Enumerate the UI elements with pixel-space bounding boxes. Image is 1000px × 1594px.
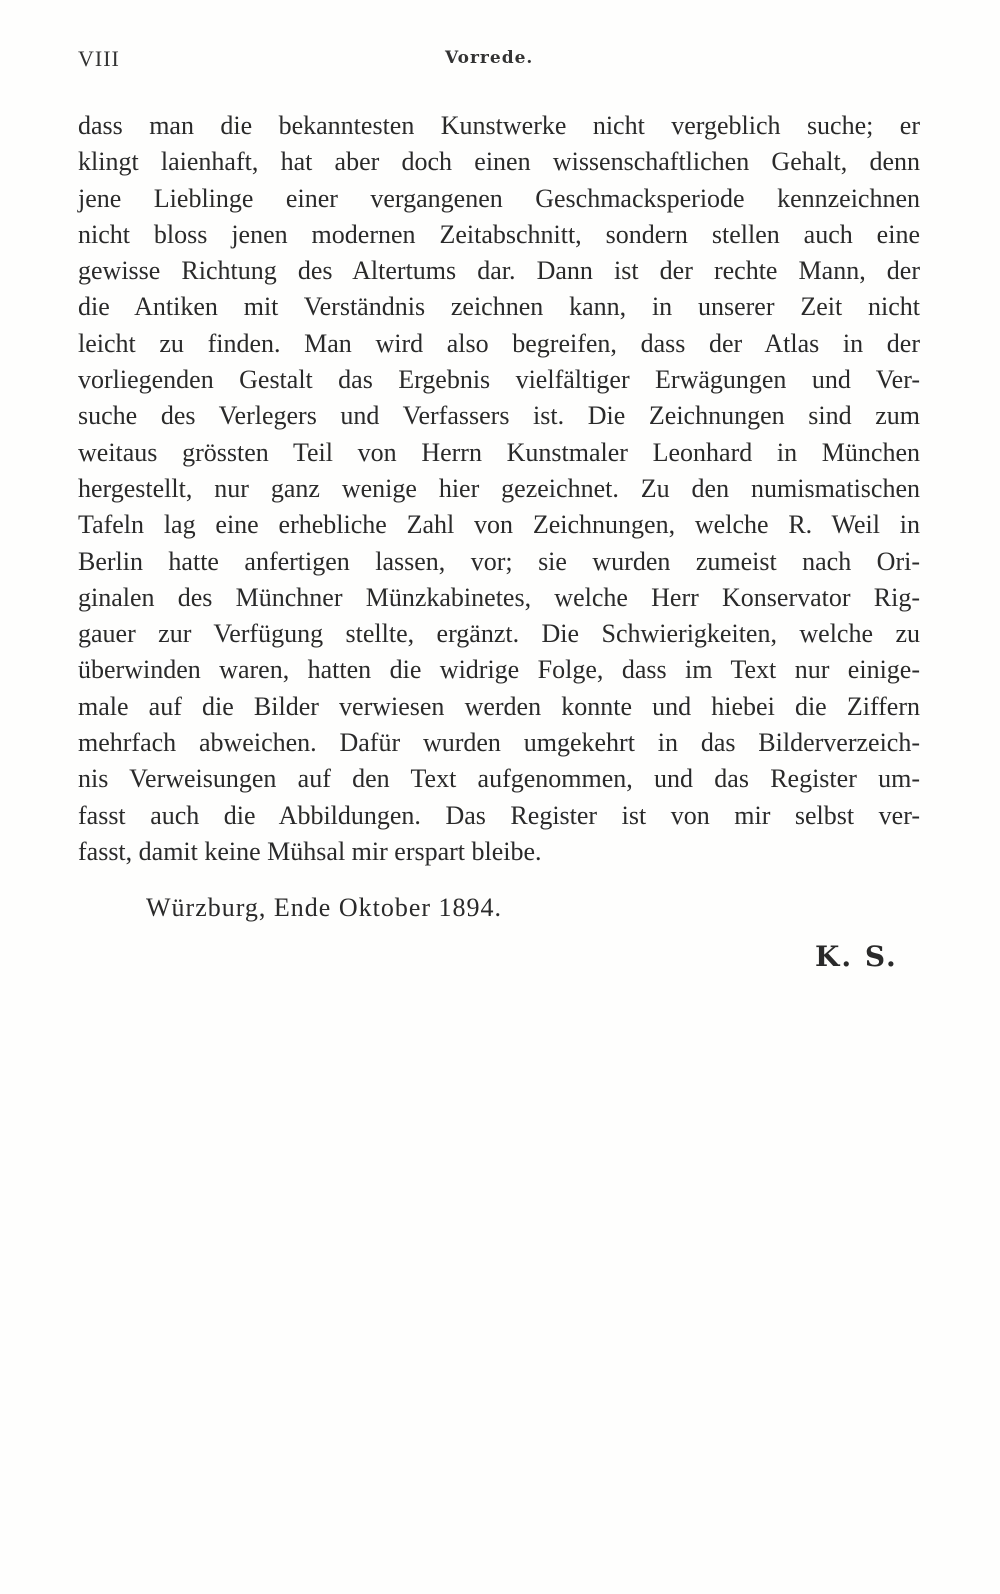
- text-line: weitaus grössten Teil von Herrn Kunstmaler Leonhard in München: [78, 437, 920, 467]
- text-line: jene Lieblinge einer vergangenen Geschmacksperiode kennzeichnen: [78, 183, 920, 213]
- text-line: klingt laienhaft, hat aber doch einen wissenschaftlichen Gehalt, denn: [78, 147, 920, 177]
- text-line: gauer zur Verfügung stellte, ergänzt. Die Schwierigkeiten, welche zu: [78, 619, 920, 649]
- text-line: hergestellt, nur ganz wenige hier gezeichnet. Zu den numismatischen: [78, 473, 920, 503]
- dateline: Würzburg, Ende Oktober 1894.: [146, 893, 503, 922]
- text-line: suche des Verlegers und Verfassers ist. Die Zeichnungen sind zum: [78, 401, 920, 431]
- text-line: fasst, damit keine Mühsal mir erspart bleibe.: [78, 836, 542, 866]
- text-line: vorliegenden Gestalt das Ergebnis vielfältiger Erwägungen und Ver-: [78, 365, 920, 395]
- text-line: dass man die bekanntesten Kunstwerke nicht vergeblich suche; er: [78, 111, 920, 140]
- text-line: gewisse Richtung des Altertums dar. Dann ist der rechte Mann, der: [78, 256, 920, 286]
- text-line: Berlin hatte anfertigen lassen, vor; sie wurden zumeist nach Ori-: [78, 546, 920, 576]
- text-line: die Antiken mit Verständnis zeichnen kann, in unserer Zeit nicht: [78, 292, 920, 322]
- text-line: Tafeln lag eine erhebliche Zahl von Zeichnungen, welche R. Weil in: [78, 510, 920, 540]
- signature-initials: K. S.: [815, 940, 898, 973]
- running-title: Vorrede.: [445, 48, 534, 68]
- text-line: nis Verweisungen auf den Text aufgenommen, und das Register um-: [78, 764, 920, 794]
- text-line: fasst auch die Abbildungen. Das Register ist von mir selbst ver-: [78, 800, 920, 830]
- body-text: [78, 108, 920, 870]
- text-line: ginalen des Münchner Münzkabinetes, welche Herr Konservator Rig-: [78, 582, 920, 612]
- text-line: male auf die Bilder verwiesen werden konnte und hiebei die Ziffern: [78, 691, 920, 721]
- text-line: nicht bloss jenen modernen Zeitabschnitt, sondern stellen auch eine: [78, 219, 920, 249]
- text-line: mehrfach abweichen. Dafür wurden umgekehrt in das Bilderverzeich-: [78, 728, 920, 758]
- text-line: leicht zu finden. Man wird also begreifen, dass der Atlas in der: [78, 328, 920, 358]
- running-head: [78, 46, 920, 76]
- text-line: überwinden waren, hatten die widrige Folge, dass im Text nur einige-: [78, 655, 920, 685]
- page-number: VIII: [78, 46, 120, 71]
